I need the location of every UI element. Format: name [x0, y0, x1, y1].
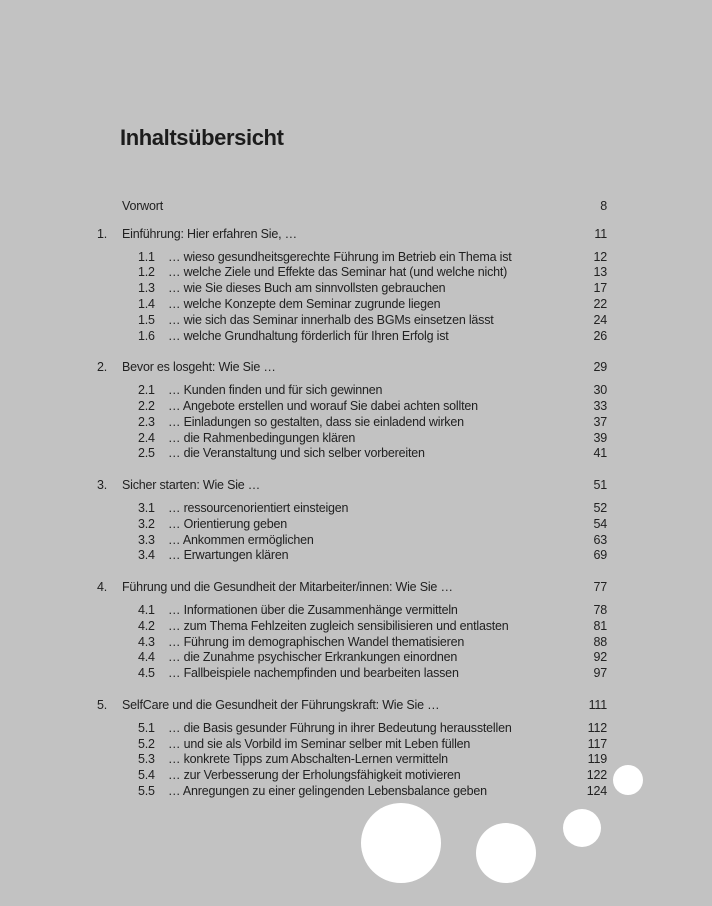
toc-entry-row — [97, 297, 607, 313]
entry-page-number: 97 — [593, 666, 607, 681]
toc-entry-row — [97, 446, 607, 462]
entry-title: … die Zunahme psychischer Erkrankungen einordnen — [168, 650, 458, 665]
entry-page-number: 37 — [593, 414, 607, 429]
toc-entry-row — [97, 329, 607, 345]
table-of-contents — [97, 199, 607, 800]
decorative-circle-small — [563, 809, 601, 847]
entry-title: … welche Ziele und Effekte das Seminar hat (und welche nicht) — [168, 265, 508, 280]
entry-page-number: 12 — [593, 249, 607, 264]
toc-entry-row — [97, 415, 607, 431]
section-page-number: 111 — [588, 697, 607, 712]
toc-entry-row — [97, 666, 607, 682]
entry-title: … Erwartungen klären — [168, 548, 289, 563]
decorative-circle-medium — [476, 823, 536, 883]
entry-page-number: 54 — [593, 516, 607, 531]
toc-section-heading-row — [97, 360, 607, 376]
section-entries — [97, 383, 607, 462]
entry-page-number: 26 — [593, 328, 607, 343]
entry-number: 1.3 — [138, 281, 155, 296]
section-number: 5. — [97, 697, 108, 712]
entry-page-number: 39 — [593, 430, 607, 445]
section-title: SelfCare und die Gesundheit der Führungskraft: Wie Sie … — [122, 697, 440, 712]
section-number: 4. — [97, 580, 108, 595]
vorwort-label: Vorwort — [122, 199, 163, 213]
entry-number: 1.6 — [138, 328, 155, 343]
entry-title: … Informationen über die Zusammenhänge vermitteln — [168, 602, 458, 617]
entry-page-number: 52 — [593, 500, 607, 515]
entry-number: 5.5 — [138, 783, 155, 798]
toc-entry-row — [97, 533, 607, 549]
entry-title: … zur Verbesserung der Erholungsfähigkeit motivieren — [168, 768, 461, 783]
entry-number: 5.2 — [138, 736, 155, 751]
toc-entry-row — [97, 265, 607, 281]
entry-title: … welche Konzepte dem Seminar zugrunde liegen — [168, 296, 441, 311]
entry-page-number: 24 — [593, 312, 607, 327]
entry-number: 1.4 — [138, 296, 155, 311]
entry-page-number: 69 — [593, 548, 607, 563]
decorative-circle-large — [361, 803, 441, 883]
section-number: 2. — [97, 360, 108, 375]
toc-vorwort-row — [97, 199, 607, 215]
entry-title: … Orientierung geben — [168, 516, 287, 531]
entry-page-number: 117 — [587, 736, 607, 751]
entry-title: … Ankommen ermöglichen — [168, 532, 314, 547]
entry-page-number: 30 — [593, 383, 607, 398]
section-title: Einführung: Hier erfahren Sie, … — [122, 226, 297, 241]
entry-title: … wie Sie dieses Buch am sinnvollsten gebrauchen — [168, 281, 446, 296]
toc-section-heading-row — [97, 580, 607, 596]
toc-entry-row — [97, 619, 607, 635]
entry-number: 1.2 — [138, 265, 155, 280]
toc-entry-row — [97, 752, 607, 768]
entry-number: 4.5 — [138, 666, 155, 681]
entry-title: … welche Grundhaltung förderlich für Ihren Erfolg ist — [168, 328, 449, 343]
toc-entry-row — [97, 313, 607, 329]
toc-entry-row — [97, 737, 607, 753]
entry-title: … und sie als Vorbild im Seminar selber mit Leben füllen — [168, 736, 471, 751]
entry-page-number: 22 — [593, 296, 607, 311]
toc-entry-row — [97, 399, 607, 415]
entry-page-number: 122 — [586, 768, 607, 783]
entry-number: 1.1 — [138, 249, 155, 264]
entry-title: … wie sich das Seminar innerhalb des BGMs einsetzen lässt — [168, 312, 494, 327]
page-title: Inhaltsübersicht — [120, 124, 284, 150]
entry-number: 4.1 — [138, 602, 155, 617]
entry-title: … ressourcenorientiert einsteigen — [168, 500, 349, 515]
entry-number: 2.4 — [138, 430, 155, 445]
entry-title: … Anregungen zu einer gelingenden Lebensbalance geben — [168, 783, 487, 798]
toc-section-heading-row — [97, 478, 607, 494]
entry-page-number: 119 — [587, 752, 607, 767]
section-page-number: 77 — [593, 580, 607, 595]
toc-entry-row — [97, 250, 607, 266]
entry-number: 5.3 — [138, 752, 155, 767]
entry-number: 1.5 — [138, 312, 155, 327]
entry-page-number: 112 — [587, 720, 607, 735]
section-title: Sicher starten: Wie Sie … — [122, 478, 261, 493]
toc-entry-row — [97, 281, 607, 297]
entry-title: … konkrete Tipps zum Abschalten-Lernen vermitteln — [168, 752, 448, 767]
entry-number: 3.3 — [138, 532, 155, 547]
section-title: Bevor es losgeht: Wie Sie … — [122, 360, 276, 375]
entry-title: … Fallbeispiele nachempfinden und bearbeiten lassen — [168, 666, 459, 681]
entry-title: … Kunden finden und für sich gewinnen — [168, 383, 383, 398]
entry-number: 4.3 — [138, 634, 155, 649]
vorwort-page-number: 8 — [600, 199, 607, 213]
entry-title: … Einladungen so gestalten, dass sie einladend wirken — [168, 414, 464, 429]
entry-title: … die Rahmenbedingungen klären — [168, 430, 356, 445]
decorative-circle-tiny — [613, 765, 643, 795]
entry-number: 3.2 — [138, 516, 155, 531]
entry-page-number: 124 — [586, 783, 607, 798]
section-entries — [97, 250, 607, 345]
entry-title: … Führung im demographischen Wandel thematisieren — [168, 634, 465, 649]
toc-entry-row — [97, 650, 607, 666]
entry-number: 5.1 — [138, 720, 155, 735]
entry-page-number: 78 — [593, 602, 607, 617]
entry-page-number: 81 — [593, 618, 607, 633]
toc-section — [97, 360, 607, 462]
section-page-number: 29 — [593, 360, 607, 375]
toc-section — [97, 698, 607, 800]
toc-section-heading-row — [97, 227, 607, 243]
section-entries — [97, 501, 607, 564]
entry-page-number: 88 — [593, 634, 607, 649]
entry-page-number: 92 — [593, 650, 607, 665]
toc-entry-row — [97, 548, 607, 564]
toc-section — [97, 580, 607, 682]
toc-section — [97, 478, 607, 564]
entry-page-number: 17 — [593, 281, 607, 296]
section-entries — [97, 603, 607, 682]
toc-entry-row — [97, 784, 607, 800]
toc-section — [97, 227, 607, 345]
section-title: Führung und die Gesundheit der Mitarbeiter/innen: Wie Sie … — [122, 580, 453, 595]
toc-entry-row — [97, 383, 607, 399]
section-number: 3. — [97, 478, 108, 493]
entry-number: 4.2 — [138, 618, 155, 633]
entry-title: … wieso gesundheitsgerechte Führung im Betrieb ein Thema ist — [168, 249, 512, 264]
entry-number: 4.4 — [138, 650, 155, 665]
toc-entry-row — [97, 501, 607, 517]
entry-title: … zum Thema Fehlzeiten zugleich sensibilisieren und entlasten — [168, 618, 509, 633]
section-page-number: 11 — [594, 226, 607, 241]
toc-entry-row — [97, 603, 607, 619]
toc-entry-row — [97, 635, 607, 651]
entry-number: 2.3 — [138, 414, 155, 429]
section-entries — [97, 721, 607, 800]
entry-title: … die Basis gesunder Führung in ihrer Bedeutung herausstellen — [168, 720, 512, 735]
entry-title: … Angebote erstellen und worauf Sie dabei achten sollten — [168, 398, 478, 413]
entry-page-number: 63 — [593, 532, 607, 547]
section-page-number: 51 — [593, 478, 607, 493]
entry-page-number: 41 — [593, 446, 607, 461]
toc-entry-row — [97, 768, 607, 784]
toc-section-heading-row — [97, 698, 607, 714]
entry-title: … die Veranstaltung und sich selber vorbereiten — [168, 446, 425, 461]
entry-number: 5.4 — [138, 768, 155, 783]
toc-entry-row — [97, 517, 607, 533]
section-number: 1. — [97, 226, 108, 241]
entry-number: 3.1 — [138, 500, 155, 515]
toc-entry-row — [97, 721, 607, 737]
entry-page-number: 33 — [593, 398, 607, 413]
entry-number: 3.4 — [138, 548, 155, 563]
toc-sections — [97, 227, 607, 800]
entry-number: 2.5 — [138, 446, 155, 461]
entry-number: 2.1 — [138, 383, 155, 398]
entry-page-number: 13 — [593, 265, 607, 280]
toc-entry-row — [97, 431, 607, 447]
entry-number: 2.2 — [138, 398, 155, 413]
